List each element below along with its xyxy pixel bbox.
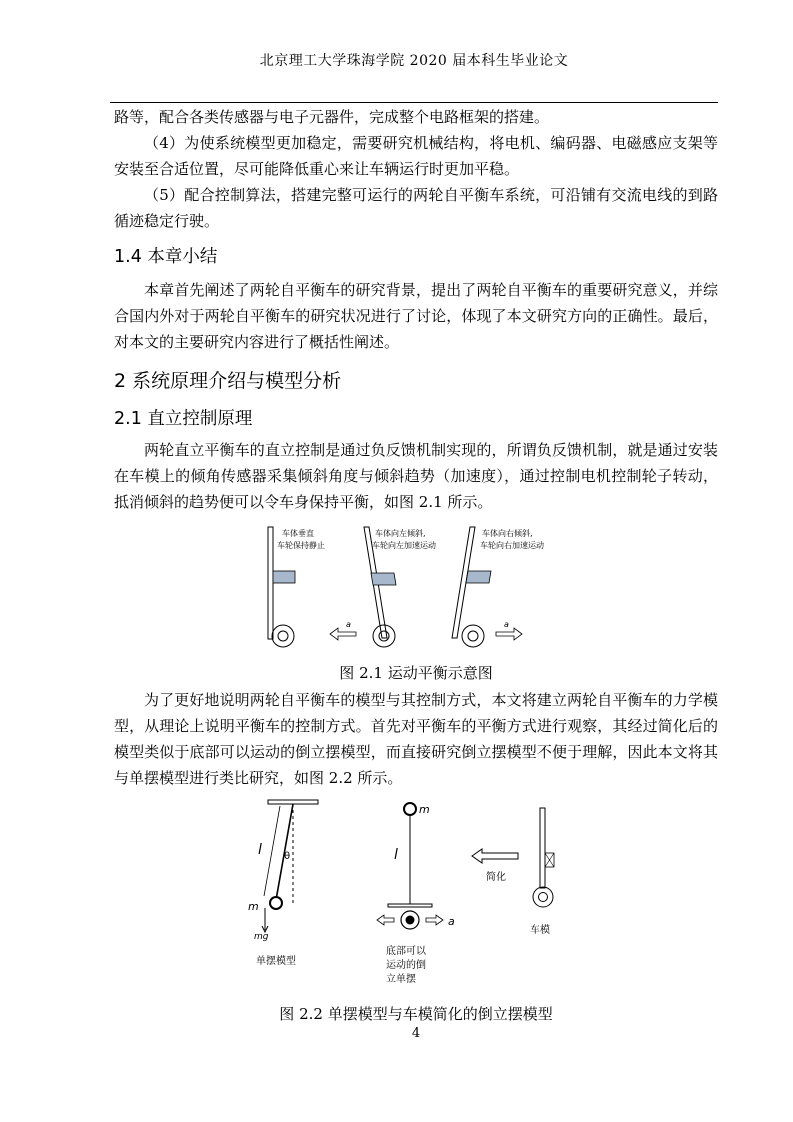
paragraph-item-5: （5）配合控制算法，搭建完整可运行的两轮自平衡车系统，可沿铺有交流电线的到路循迹稳定行驶。 xyxy=(114,186,718,230)
pendulum-length-label: l xyxy=(258,842,262,858)
inv-left-arrow-icon xyxy=(377,915,394,925)
chapter-heading-2: 2 系统原理介绍与模型分析 xyxy=(114,370,342,392)
paragraph-model-analysis: 为了更好地说明两轮自平衡车的模型与其控制方式，本文将建立两轮自平衡车的力学模型，从理论上说明平衡车的控制方式。首先对平衡车的平衡方式进行观察，其经过简化后的模型类似于底部可以运动的倒立摆模型，而直接研究倒立摆模型不便于理解，因此本文将其与单摆模型进行类比研究，如图 2.2 所示。 xyxy=(114,691,718,787)
running-header: 北京理工大学珠海学院 2020 届本科生毕业论文 xyxy=(259,53,569,69)
simplify-arrow-icon xyxy=(472,849,518,863)
page-number: 4 xyxy=(411,1026,421,1041)
accel-symbol-left: a xyxy=(346,620,351,629)
figure-2-2-caption: 图 2.2 单摆模型与车模简化的倒立摆模型 xyxy=(279,1005,553,1023)
pendulum-mass-label: m xyxy=(248,900,259,913)
simplify-label: 简化 xyxy=(486,872,506,883)
panel1-label-line2: 车轮保持静止 xyxy=(277,541,325,550)
panel1-label-line1: 车体垂直 xyxy=(282,529,314,538)
inverted-label-line2: 运动的倒 xyxy=(386,960,426,971)
panel2-label-line2: 车轮向左加速运动 xyxy=(372,541,436,550)
paragraph-circuit: 路等，配合各类传感器与电子元器件，完成整个电路框架的搭建。 xyxy=(114,108,550,126)
inverted-pendulum-model xyxy=(377,803,455,985)
paragraph-item-4: （4）为使系统模型更加稳定，需要研究机械结构，将电机、编码器、电磁感应支架等安装至合适位置，尽可能降低重心来让车辆运行时更加平稳。 xyxy=(114,134,718,178)
panel-tilt-right xyxy=(452,527,544,647)
inverted-label-line3: 立单摆 xyxy=(386,974,416,985)
gravity-label: mg xyxy=(254,932,269,942)
figure-2-1-caption: 图 2.1 运动平衡示意图 xyxy=(339,664,493,682)
car-model-label: 车模 xyxy=(530,925,550,936)
inverted-accel-label: a xyxy=(448,915,455,928)
inv-right-arrow-icon xyxy=(426,915,443,925)
paragraph-chapter-summary: 本章首先阐述了两轮自平衡车的研究背景，提出了两轮自平衡车的重要研究意义，并综合国内外对于两轮自平衡车的研究状况进行了讨论，体现了本文研究方向的正确性。最后，对本文的主要研究内容进行了概括性阐述。 xyxy=(114,281,718,351)
simple-pendulum-model xyxy=(248,800,318,967)
car-model xyxy=(530,808,554,936)
panel-tilt-left xyxy=(330,527,436,647)
paragraph-upright-control: 两轮直立平衡车的直立控制是通过负反馈机制实现的，所谓负反馈机制，就是通过安装在车模上的倾角传感器采集倾斜角度与倾斜趋势（加速度），通过控制电机控制轮子转动，抵消倾斜的趋势便可以令车身保持平衡，如图 2.1 所示。 xyxy=(114,441,718,511)
panel-upright xyxy=(268,527,325,647)
right-arrow-icon xyxy=(496,628,522,640)
accel-symbol-right: a xyxy=(504,620,509,629)
section-heading-2-1: 2.1 直立控制原理 xyxy=(114,409,253,429)
left-arrow-icon xyxy=(330,628,356,640)
simplify-arrow xyxy=(472,849,518,883)
inverted-length-label: l xyxy=(394,847,398,863)
inverted-mass-label: m xyxy=(419,803,430,816)
figure-motion-balance xyxy=(260,524,544,654)
figure-pendulum-models xyxy=(240,796,580,996)
inverted-label-line1: 底部可以 xyxy=(386,946,426,957)
section-heading-1-4: 1.4 本章小结 xyxy=(114,247,218,267)
header-rule xyxy=(110,102,718,103)
pendulum-angle-label: θ xyxy=(284,851,291,862)
panel3-label-line1: 车体向右倾斜, xyxy=(482,529,533,538)
panel3-label-line2: 车轮向右加速运动 xyxy=(480,541,544,550)
simple-pendulum-label: 单摆模型 xyxy=(256,956,296,967)
panel2-label-line1: 车体向左倾斜, xyxy=(375,529,426,538)
